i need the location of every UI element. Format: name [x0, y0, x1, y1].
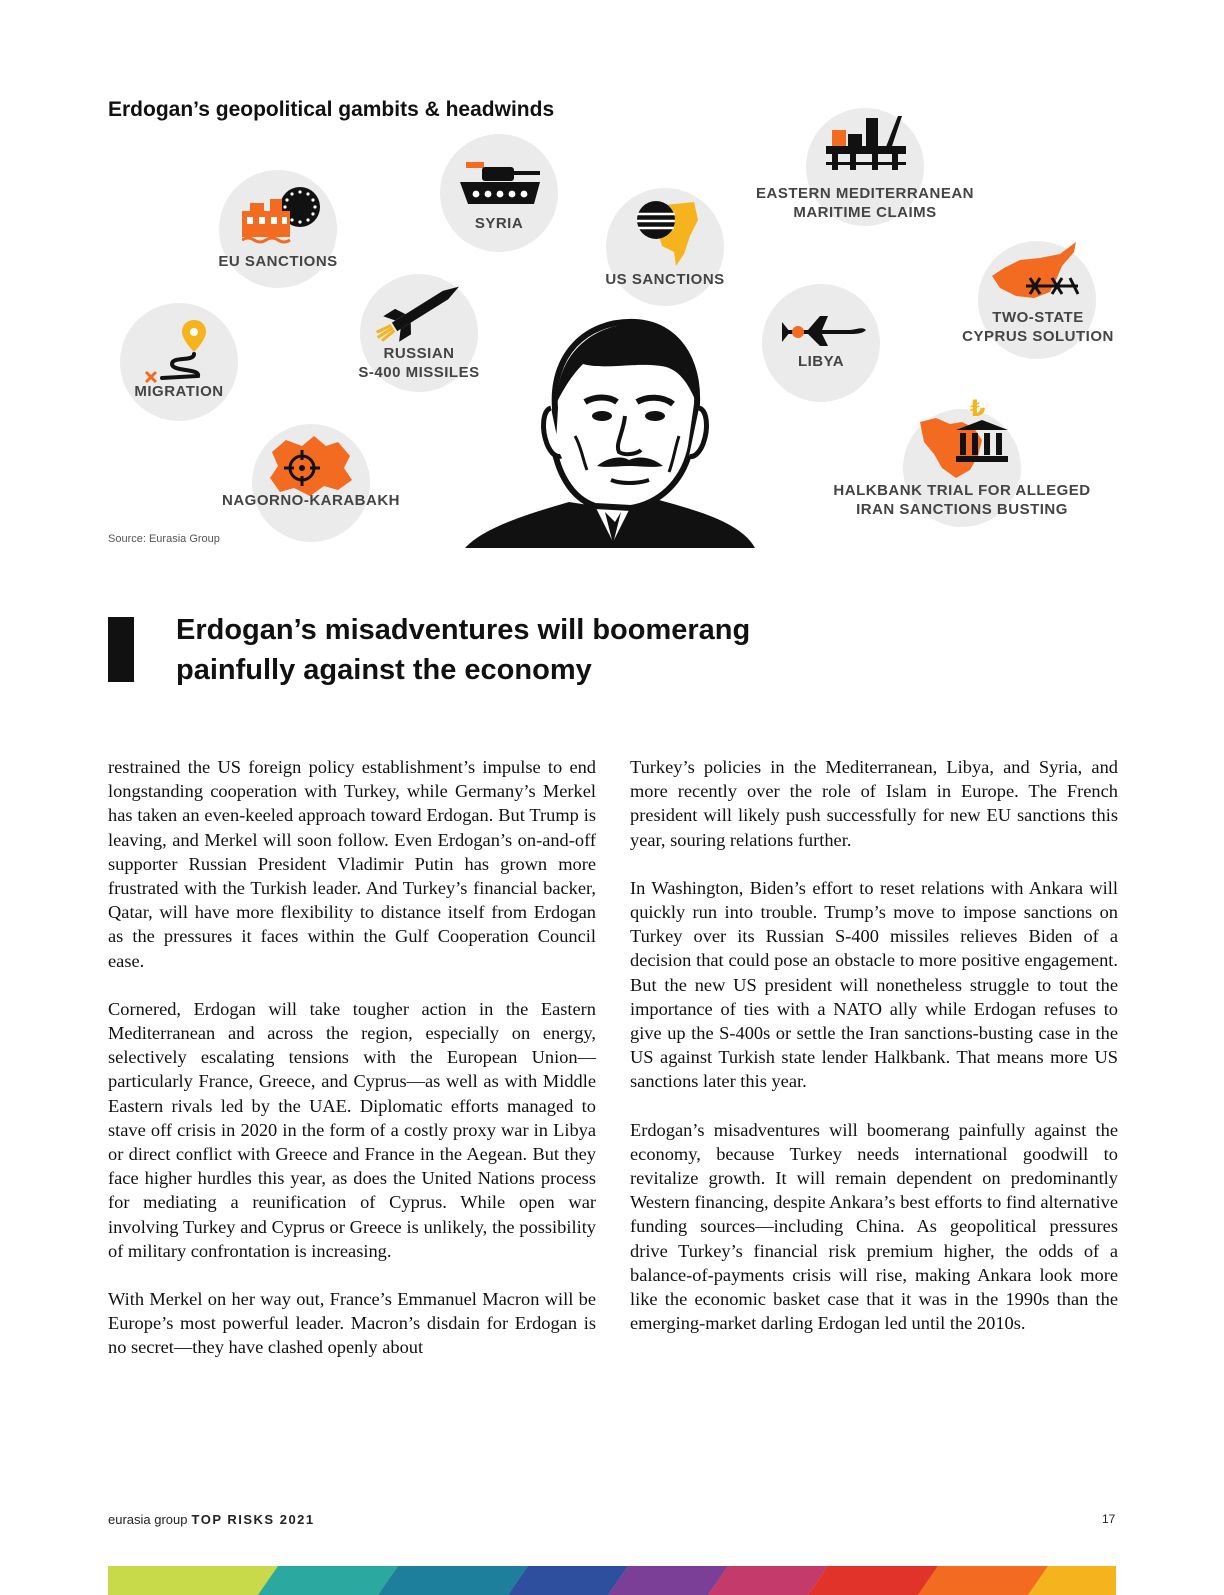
eastern-med-label-line2: MARITIME CLAIMS: [793, 204, 937, 221]
libya-label: LIBYA: [797, 353, 845, 370]
paragraph: Turkey’s policies in the Mediterranean, Libya, and Syria, and more recently over the role of Islam in Europe. The French president will likely push successfully for new EU sanctions this year, souring relations further.: [630, 757, 1118, 850]
eu-sanctions-label: EU SANCTIONS: [218, 253, 338, 270]
paragraph: Erdogan’s misadventures will boomerang painfully against the economy, because Turkey needs international goodwill to revitalize growth. It will remain dependent on predominantly Western financing, despite Ankara’s best efforts to find alternative funding sources—including China. As geopolitical pressures drive Turkey’s financial risk premium higher, the odds of a balance-of-payments crisis will rise, making Ankara look more like the economic basket case that it was in the 1990s than the emerging-market darling Erdogan led until the 2010s.: [630, 1119, 1118, 1334]
paragraph: Cornered, Erdogan will take tougher action in the Eastern Mediterranean and across the region, especially on energy, selectively escalating tensions with the European Union—particularly France, Greece, and Cyprus—as well as with Middle Eastern rivals led by the UAE. Diplomatic efforts managed to stave off crisis in 2020 in the form of a costly proxy war in Libya or direct conflict with Greece and France in the Aegean. But they face higher hurdles this year, as does the United Nations process for mediating a reunification of Cyprus. While open war involving Turkey and Cyprus or Greece is unlikely, the possibility of military confrontation is increasing.: [108, 998, 596, 1261]
erdogan-portrait: [465, 316, 759, 548]
syria-label: SYRIA: [474, 215, 524, 232]
tank-icon: [458, 160, 544, 208]
flag-map-icon: [634, 196, 706, 268]
footer-report-title: TOP RISKS 2021: [191, 1512, 315, 1527]
footer-brand-name: eurasia group: [108, 1512, 188, 1527]
missile-icon: [370, 280, 470, 342]
us-sanctions-label: US SANCTIONS: [605, 271, 725, 288]
halkbank-label-line2: IRAN SANCTIONS BUSTING: [856, 501, 1068, 518]
headline-bar: [108, 617, 134, 682]
two-state-label-line1: TWO-STATE: [992, 309, 1084, 326]
body-column-right: [630, 755, 1118, 1359]
svg-text:₺: ₺: [970, 398, 986, 422]
headline-line1: Erdogan’s misadventures will boomerang: [176, 614, 751, 646]
oil-rig-icon: [826, 112, 908, 174]
paragraph: In Washington, Biden’s effort to reset relations with Ankara will quickly run into trouble. Trump’s move to impose sanctions on Turkey over its Russian S-400 missiles relieves Biden of a decision that could pose an obstacle to more positive engagement. But the new US president will nonetheless struggle to tout the importance of ties with a NATO ally while Erdogan refuses to give up the S-400s or settle the Iran sanctions-busting case in the US against Turkish state lender Halkbank. That means more US sanctions later this year.: [630, 877, 1118, 1092]
halkbank-label-line1: HALKBANK TRIAL FOR ALLEGED: [833, 482, 1091, 499]
eastern-med-label-line1: EASTERN MEDITERRANEAN: [755, 185, 974, 202]
section-headline: [176, 610, 750, 690]
paragraph: restrained the US foreign policy establishment’s impulse to end longstanding cooperation with Turkey, while Germany’s Merkel has taken an even-keeled approach toward Erdogan. But Trump is leaving, and Merkel will soon follow. Even Erdogan’s on-and-off supporter Russian President Vladimir Putin has grown more frustrated with the Turkish leader. And Turkey’s financial backer, Qatar, will have more flexibility to distance itself from Erdogan as the pressures it faces within the Gulf Cooperation Council ease.: [108, 757, 596, 971]
russian-label-line2: S-400 MISSILES: [358, 364, 480, 381]
page-number: 17: [1102, 1512, 1116, 1526]
migration-label: MIGRATION: [134, 383, 224, 400]
footer-brand: [108, 1512, 315, 1527]
paragraph: With Merkel on her way out, France’s Emmanuel Macron will be Europe’s most powerful leader. Macron’s disdain for Erdogan is no secret—they have clashed openly about: [108, 1289, 596, 1358]
drone-icon: [778, 312, 868, 348]
two-state-label-line2: CYPRUS SOLUTION: [962, 328, 1114, 345]
iran-bank-lira-icon: [916, 398, 1012, 482]
factory-globe-icon: [242, 185, 324, 247]
cyprus-map-icon: [990, 240, 1088, 310]
footer-color-stripe: [108, 1566, 1116, 1595]
body-column-left: [108, 755, 596, 1384]
route-pin-icon: [142, 318, 212, 384]
figure-source: Source: Eurasia Group: [108, 533, 220, 545]
headline-line2: painfully against the economy: [176, 654, 592, 686]
figure-title: Erdogan’s geopolitical gambits & headwinds: [108, 98, 555, 121]
nagorno-label: NAGORNO-KARABAKH: [222, 492, 400, 509]
russian-label-line1: RUSSIAN: [383, 345, 455, 362]
